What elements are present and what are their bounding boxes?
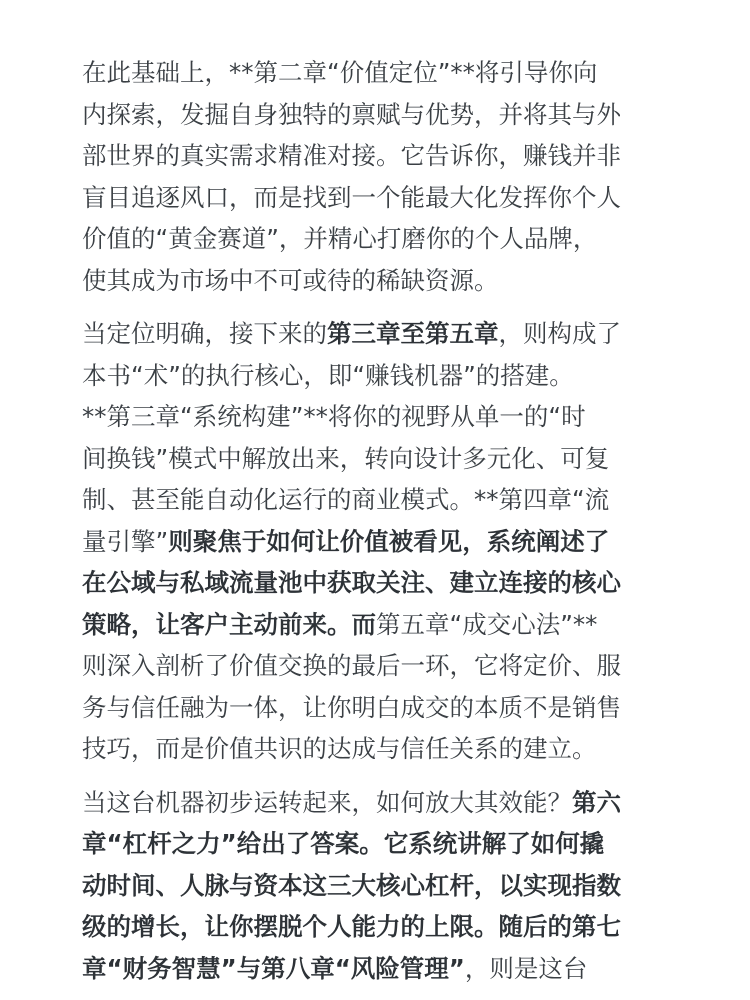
text-run: 本书“术”的执行核心，即“赚钱机器”的搭建。 <box>82 360 574 390</box>
text-run: 内探索，发掘自身独特的禀赋与优势，并将其与外 <box>82 99 621 129</box>
text-line <box>82 865 680 907</box>
text-line <box>82 52 680 94</box>
text-run: 使其成为市场中不可或待的稀缺资源。 <box>82 265 499 295</box>
text-line <box>82 823 680 865</box>
bold-text-run: 动时间、人脉与资本这三大核心杠杆，以实现指数 <box>82 870 621 900</box>
text-line <box>82 94 680 136</box>
text-line <box>82 782 680 824</box>
text-line <box>82 396 680 438</box>
text-run: 盲目追逐风口，而是找到一个能最大化发挥你个人 <box>82 182 621 212</box>
text-run: ，则构成了 <box>498 319 621 348</box>
text-run: 价值的“黄金赛道”，并精心打磨你的个人品牌， <box>82 224 598 253</box>
paragraph-chapter-two <box>82 52 680 301</box>
text-run: 间换钱”模式中解放出来，转向设计多元化、可复 <box>82 443 610 473</box>
bold-text-run: 章“财务智慧”与第八章“风险管理” <box>82 953 465 983</box>
text-line <box>82 479 680 521</box>
text-run: ，则是这台 <box>464 953 588 983</box>
text-line <box>82 218 680 260</box>
bold-text-run: 章“杠杆之力”给出了答案。它系统讲解了如何撬 <box>82 829 605 858</box>
paragraph-chapters-three-to-five <box>82 313 680 770</box>
text-line <box>82 687 680 729</box>
bold-text-run: 第六 <box>572 787 621 817</box>
bold-text-run: 策略，让客户主动前来。而 <box>82 609 376 639</box>
bold-text-run: 在公域与私域流量池中获取关注、建立连接的核心 <box>82 568 621 597</box>
text-line <box>82 313 680 355</box>
text-line <box>82 728 680 770</box>
text-run: 第五章“成交心法”** <box>376 609 598 639</box>
paragraph-chapters-six-to-eight <box>82 782 680 990</box>
text-run: 务与信任融为一体，让你明白成交的本质不是销售 <box>82 692 621 722</box>
text-line <box>82 948 680 990</box>
text-line <box>82 604 680 646</box>
text-line <box>82 177 680 219</box>
text-line <box>82 645 680 687</box>
text-run: 量引擎” <box>82 526 169 556</box>
bold-text-run: 则聚焦于如何让价值被看见，系统阐述了 <box>168 526 610 556</box>
text-line <box>82 438 680 480</box>
text-run: 当定位明确，接下来的 <box>82 319 327 348</box>
text-run: 在此基础上，**第二章“价值定位”**将引导你向 <box>82 58 598 87</box>
bold-text-run: 第三章至第五章 <box>327 319 499 348</box>
text-run: 制、甚至能自动化运行的商业模式。**第四章“流 <box>82 485 610 514</box>
text-line <box>82 562 680 604</box>
text-line <box>82 906 680 948</box>
text-line <box>82 521 680 563</box>
text-run: 技巧，而是价值共识的达成与信任关系的建立。 <box>82 734 597 763</box>
text-line <box>82 135 680 177</box>
text-run: 则深入剖析了价值交换的最后一环，它将定价、服 <box>82 651 621 680</box>
text-run: **第三章“系统构建”**将你的视野从单一的“时 <box>82 402 586 431</box>
text-line <box>82 355 680 397</box>
text-line <box>82 260 680 302</box>
text-run: 部世界的真实需求精准对接。它告诉你，赚钱并非 <box>82 141 621 170</box>
text-run: 当这台机器初步运转起来，如何放大其效能？ <box>82 787 572 817</box>
bold-text-run: 级的增长，让你摆脱个人能力的上限。随后的第七 <box>82 912 621 941</box>
